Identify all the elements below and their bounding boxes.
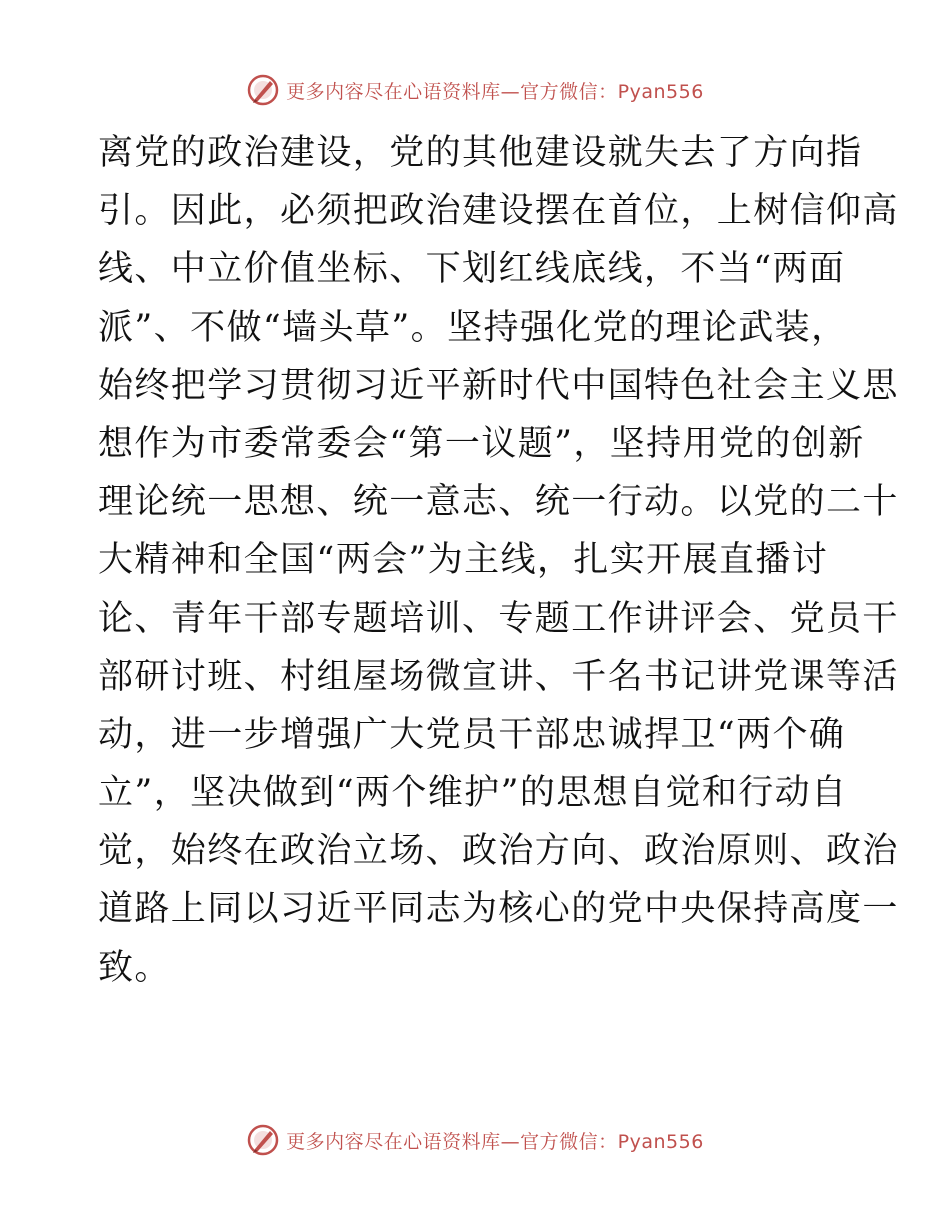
body-line: 理论统一思想、统一意志、统一行动。以党的二十 [98, 482, 899, 523]
footer-banner-text: 更多内容尽在心语资料库—官方微信：Pyan556 [286, 1130, 704, 1153]
body-line: 觉，始终在政治立场、政治方向、政治原则、政治 [98, 831, 899, 872]
body-line: 论、青年干部专题培训、专题工作讲评会、党员干 [98, 598, 899, 639]
body-line: 引。因此，必须把政治建设摆在首位，上树信仰高 [98, 191, 899, 232]
body-line: 致。 [98, 947, 171, 988]
body-line: 道路上同以习近平同志为核心的党中央保持高度一 [98, 889, 899, 930]
footer-banner [0, 1120, 950, 1160]
body-line: 立”，坚决做到“两个维护”的思想自觉和行动自 [98, 773, 848, 814]
body-line: 派”、不做“墙头草”。坚持强化党的理论武装， [98, 307, 848, 348]
body-line: 始终把学习贯彻习近平新时代中国特色社会主义思 [98, 365, 899, 406]
body-line: 大精神和全国“两会”为主线，扎实开展直播讨 [98, 540, 829, 581]
header-banner-text: 更多内容尽在心语资料库—官方微信：Pyan556 [286, 80, 704, 103]
body-line: 动，进一步增强广大党员干部忠诚捍卫“两个确 [98, 714, 846, 755]
body-line: 离党的政治建设，党的其他建设就失去了方向指 [98, 133, 863, 173]
document-body [98, 124, 899, 997]
pen-circle-logo-icon [246, 1123, 280, 1157]
pen-circle-logo-icon [246, 73, 280, 107]
body-line: 部研讨班、村组屋场微宣讲、千名书记讲党课等活 [98, 656, 899, 697]
header-banner [0, 70, 950, 110]
body-line: 线、中立价值坐标、下划红线底线，不当“两面 [98, 249, 846, 290]
body-line: 想作为市委常委会“第一议题”，坚持用党的创新 [98, 423, 865, 464]
